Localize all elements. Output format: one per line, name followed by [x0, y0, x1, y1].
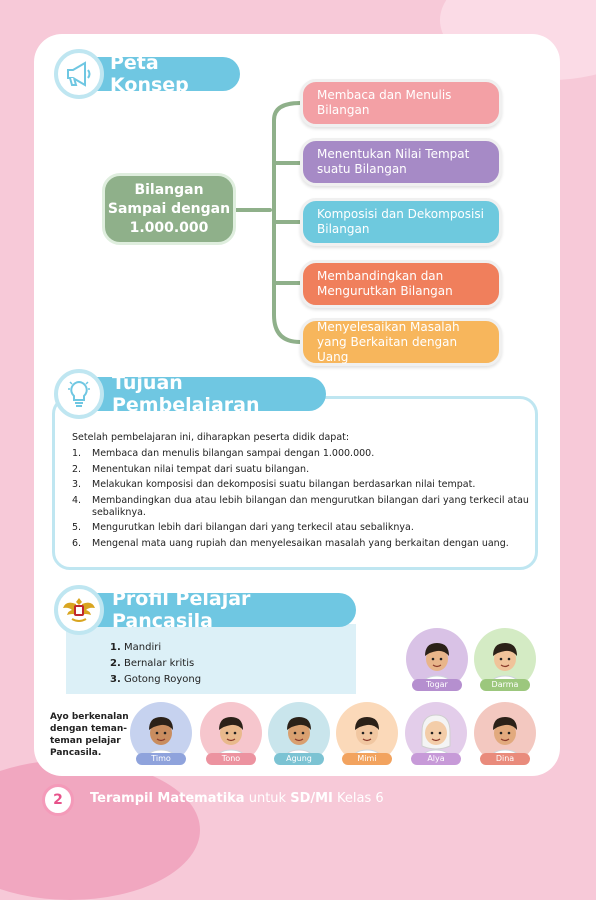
list-item [72, 479, 532, 491]
list-item [72, 538, 532, 550]
list-item [110, 672, 201, 688]
profile-title: Profil Pelajar Pancasila [112, 588, 251, 632]
character-darma [474, 628, 536, 690]
footer-title [90, 791, 384, 806]
megaphone-icon [54, 49, 104, 99]
page-number: 2 [42, 784, 74, 816]
concept-map-connector [230, 90, 310, 350]
item-number: 3. [72, 479, 82, 491]
item-number: 1. [72, 448, 82, 459]
item-text: Mengurutkan lebih dari bilangan dari yang terkecil atau sebaliknya. [92, 522, 414, 534]
item-number: 2. [110, 658, 121, 669]
item-number: 1. [110, 642, 121, 653]
profile-list [110, 640, 201, 688]
list-item [110, 656, 201, 672]
concept-branch-5: Menyelesaikan Masalah yang Berkaitan dengan Uang [300, 318, 502, 366]
character-name-tag: Mimi [342, 753, 392, 765]
character-agung [268, 702, 330, 764]
character-name-tag: Tono [206, 753, 256, 765]
concept-center-node: Bilangan Sampai dengan 1.000.000 [102, 173, 236, 245]
profile-heading [78, 588, 356, 632]
item-number: 4. [72, 494, 82, 506]
item-number: 3. [110, 674, 121, 685]
footer-connector: untuk [248, 791, 287, 806]
corner-decoration [0, 760, 200, 900]
character-tono [200, 702, 262, 764]
invite-text: Ayo berkenalan dengan teman-teman pelajar Pancasila. [50, 712, 129, 758]
character-name-tag: Dina [480, 753, 530, 765]
list-item [72, 464, 532, 476]
character-name-tag: Agung [274, 753, 324, 765]
concept-map-title: Peta Konsep [110, 52, 189, 96]
learning-goals-title: Tujuan Pembelajaran [112, 372, 260, 416]
concept-branch-3: Komposisi dan Dekomposisi Bilangan [300, 198, 502, 246]
item-number: 2. [72, 463, 82, 475]
learning-goals-list [72, 448, 532, 554]
book-title: Terampil Matematika [90, 791, 245, 806]
concept-branch-2: Menentukan Nilai Tempat suatu Bilangan [300, 138, 502, 186]
character-name-tag: Darma [480, 679, 530, 691]
list-item [72, 495, 532, 519]
item-text: Mengenal mata uang rupiah dan menyelesaikan masalah yang berkaitan dengan uang. [92, 537, 509, 549]
item-text: Membaca dan menulis bilangan sampai dengan 1.000.000. [92, 448, 375, 459]
character-togar [406, 628, 468, 690]
learning-goals-heading [78, 372, 326, 416]
item-text: Bernalar kritis [124, 658, 195, 669]
school-level: SD/MI [290, 791, 333, 806]
learning-goals-intro: Setelah pembelajaran ini, diharapkan peserta didik dapat: [72, 432, 350, 443]
grade-level: Kelas 6 [337, 791, 384, 806]
list-item [72, 522, 532, 534]
item-text: Melakukan komposisi dan dekomposisi suatu bilangan berdasarkan nilai tempat. [92, 479, 476, 491]
character-timo [130, 702, 192, 764]
item-text: Gotong Royong [124, 674, 202, 685]
item-text: Menentukan nilai tempat dari suatu bilangan. [92, 463, 310, 475]
garuda-icon [54, 585, 104, 635]
concept-branch-1: Membaca dan Menulis Bilangan [300, 79, 502, 127]
item-text: Mandiri [124, 642, 162, 653]
list-item [72, 448, 532, 460]
character-name-tag: Timo [136, 753, 186, 765]
character-name-tag: Alya [411, 753, 461, 765]
character-name-tag: Togar [412, 679, 462, 691]
character-mimi [336, 702, 398, 764]
item-text: Membandingkan dua atau lebih bilangan dan mengurutkan bilangan dari yang terkecil atau sebaliknya. [92, 494, 529, 518]
lightbulb-icon [54, 369, 104, 419]
character-dina [474, 702, 536, 764]
character-alya [405, 702, 467, 764]
item-number: 6. [72, 537, 82, 549]
list-item [110, 640, 201, 656]
item-number: 5. [72, 522, 82, 534]
concept-branch-4: Membandingkan dan Mengurutkan Bilangan [300, 260, 502, 308]
